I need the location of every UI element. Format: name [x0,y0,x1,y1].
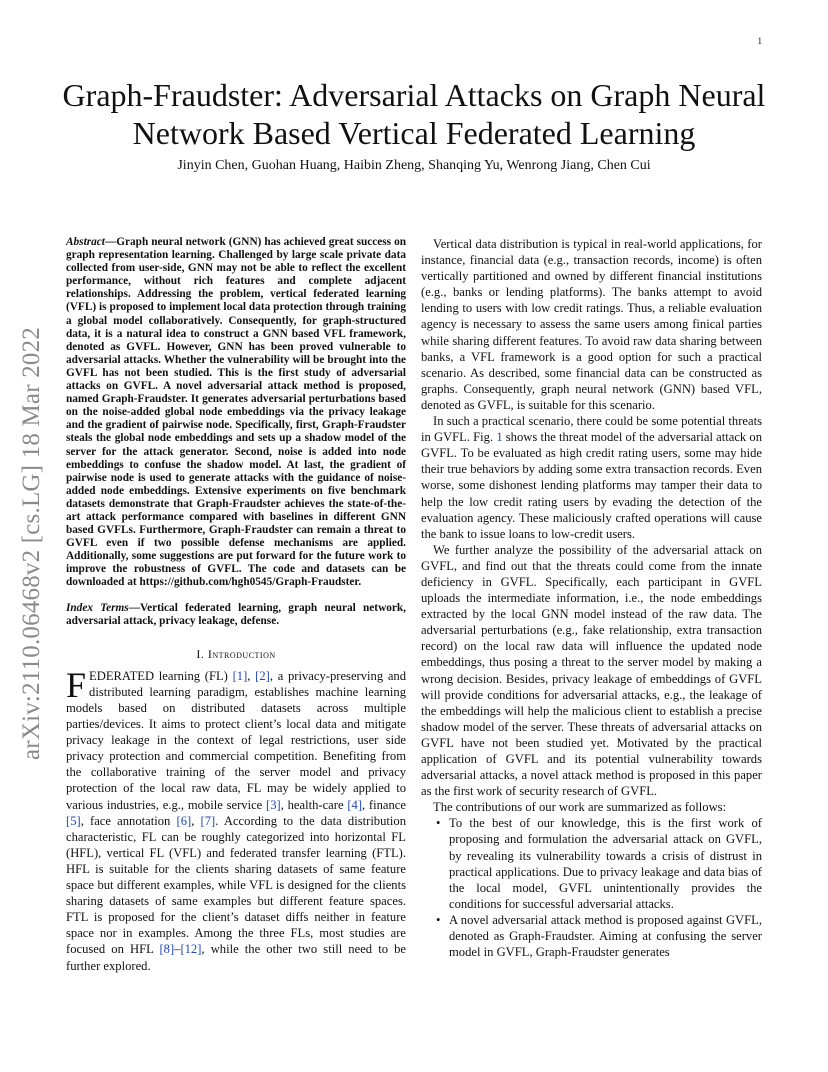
bullet-icon: • [436,912,441,927]
intro-paragraph-1 [66,664,407,974]
list-item [436,912,762,960]
author-list: Jinyin Chen, Guohan Huang, Haibin Zheng, Shanqing Yu, Wenrong Jiang, Chen Cui [177,158,651,173]
paper-title: Graph-Fraudster: Adversarial Attacks on Graph Neural Network Based Vertical Federated Learning [62,77,766,151]
intro-text: In such a practical scenario, there could be some potential threats in GVFL. Fig. [421,414,762,445]
abstract-text: Graph neural network (GNN) has achieved great success on graph representation learning. Challenged by large scale private data collected from user-side, GNN may not be able to reflect the excellent performance, without rich features and complete adjacent relationships. Addressing the problem, vertical federated learning (VFL) is proposed to implement local data protection through training a global model collaboratively. Consequently, for graph-structured data, it is a natural idea to construct a GNN based VFL framework, denoted as GVFL. However, GNN has been proved vulnerable to adversarial attacks. Whether the vulnerability will be brought into the GVFL has not been studied. This is the first study of adversarial attacks on GVFL. A novel adversarial attack method is proposed, named Graph-Fraudster. It generates adversarial perturbations based on the noise-added global node embeddings via the privacy leakage and the gradient of pairwise node. Specifically, first, Graph-Fraudster steals the global node embeddings and sets up a shadow model of the server for the attack generator. Second, noise is added into node embeddings to confuse the shadow model. At last, the gradient of pairwise node is used to generate attacks with the guidance of noise-added node embeddings. Extensive experiments on five benchmark datasets demonstrate that Graph-Fraudster achieves the state-of-the-art attack performance compared with baselines in different GNN based GVFLs. Furthermore, Graph-Fraudster can remain a threat to GVFL even if two possible defense mechanisms are applied. Additionally, some suggestions are put forward for the future work to improve the robustness of GVFL. The code and datasets can be downloaded at https://github.com/hgh0545/Graph-Fraudster. [66,236,406,589]
bullet-icon: • [436,816,441,831]
index-terms-text: Vertical federated learning, graph neural network, adversarial attack, privacy leakage, defense. [66,601,406,627]
intro-text: shows the threat model of the adversarial attack on GVFL. To be evaluated as high credit rating users, some may hide their true behaviors by adding some extra transaction records. Even worse, some dishonest lending platforms may tamper their data to help the low credit rating users by evading the detection of the evaluation agency. These maliciously crafted operations will cause the bank to issue loans to low-credit users. [421,430,762,541]
left-column [66,236,406,974]
citation-link[interactable]: [12] [180,942,202,957]
section-title: Introduction [207,646,276,661]
intro-text: . According to the data distribution characteristic, FL can be roughly categorized into horizontal FL (HFL), vertical FL (VFL) and federated transfer learning (FTL). HFL is suitable for the clients sharing datasets of same feature space but different examples, while VFL is designed for the clients sharing datasets of same examples but different feature spaces. FTL is proposed for the client’s dataset diffs neither in feature space nor in examples. Among the three FLs, most studies are focused on HFL [66,813,406,957]
citation-link[interactable]: [8] [159,942,175,957]
intro-text: , finance [362,797,406,812]
list-item-text: A novel adversarial attack method is proposed against GVFL, denoted as Graph-Fraudster. Aiming at confusing the server model in GVFL, Graph-Fraudster generates [449,912,762,960]
index-terms: Index Terms—Vertical federated learning, graph neural network, adversarial attack, privacy leakage, defense. [66,601,406,627]
section-number: I. [196,646,205,661]
intro-paragraph-2: Vertical data distribution is typical in real-world applications, for instance, financial data (e.g., transaction records, income) is often vertically partitioned and owned by different financial institutions (e.g., banks or lending platforms). The banks attempt to avoid lending to users with low credit ratings. Thus, a reliable evaluation agency is necessary to assess the same users among finical parties while sharing different features. To avoid raw data sharing between banks, a VFL framework is a good option for such a practical scenario. As described, some financial data can be constructed as graphs. Consequently, graph neural network (GNN) based VFL, denoted as GVFL, is suitable for this scenario. [421,237,762,412]
intro-paragraph-5: The contributions of our work are summarized as follows: [433,800,727,815]
section-heading-introduction [66,646,406,662]
citation-link[interactable]: [6] [176,813,192,828]
list-item-text: To the best of our knowledge, this is the first work of proposing and formulation the adversarial attack on GVFL, by revealing its vulnerability towards a crisis of distrust in practical applications. Due to privacy leakage and data bias of the local model, GVFL unintentionally provides the conditions for successful adversarial attacks. [449,816,762,911]
intro-text: , face annotation [80,813,177,828]
drop-cap: F [66,664,87,705]
intro-text: , a privacy-preserving and distributed learning paradigm, establishes machine learning models based on distributed datasets across multiple parties/devices. It aims to protect client’s local data and mitigate privacy leakage in the context of legal restrictions, user side privacy protection and commercial competition. Benefiting from the collaborative training of the server model and privacy protection of the local raw data, FL may be widely applied to various industries, e.g., mobile service [66,668,407,812]
contributions-list [421,815,762,960]
citation-link[interactable]: [1] [232,668,248,683]
page-number: 1 [757,36,762,46]
citation-link[interactable]: [3] [266,797,281,812]
citation-link[interactable]: [5] [66,813,81,828]
abstract-label: Abstract [66,236,105,248]
citation-link[interactable]: [7] [200,813,216,828]
intro-paragraph-3 [421,413,762,542]
citation-link[interactable]: [4] [347,797,363,812]
intro-text: – [174,942,181,957]
citation-link[interactable]: [2] [255,668,270,683]
intro-text: , [247,668,256,683]
intro-text: learning (FL) [154,668,233,683]
index-terms-label: Index Terms [66,601,129,614]
intro-text: , while the other two still need to be further explored. [66,942,407,973]
first-word-rest: EDERATED [89,668,155,683]
abstract: Abstract—Graph neural network (GNN) has achieved great success on graph representation learning. Challenged by large scale private data collected from user-side, GNN may not be able to reflect the excellent performance, without rich features and complete adjacent relationships. Addressing the problem, vertical federated learning (VFL) is proposed to implement local data protection through training a global model collaboratively. Consequently, for graph-structured data, it is a natural idea to construct a GNN based VFL framework, denoted as GVFL. However, GNN has been proved vulnerable to adversarial attacks. Whether the vulnerability will be brought into the GVFL has not been studied. This is the first study of adversarial attacks on GVFL. A novel adversarial attack method is proposed, named Graph-Fraudster. It generates adversarial perturbations based on the noise-added global node embeddings via the privacy leakage and the gradient of pairwise node. Specifically, first, Graph-Fraudster steals the global node embeddings and sets up a shadow model of the server for the attack generator. Second, noise is added into node embeddings to confuse the shadow model. At last, the gradient of pairwise node is used to generate attacks with the guidance of noise-added node embeddings. Extensive experiments on five benchmark datasets demonstrate that Graph-Fraudster achieves the state-of-the-art attack performance compared with baselines in different GNN based GVFLs. Furthermore, Graph-Fraudster can remain a threat to GVFL even if two possible defense mechanisms are applied. Additionally, some suggestions are put forward for the future work to improve the robustness of GVFL. The code and datasets can be downloaded at https://github.com/hgh0545/Graph-Fraudster. [66,236,406,589]
right-column [421,236,762,960]
figure-link[interactable]: 1 [496,430,503,445]
intro-paragraph-4: We further analyze the possibility of the adversarial attack on GVFL, and find out that the threats could come from the innate deficiency in GVFL. Specifically, each participant in GVFL uploads the intermediate information, i.e., the node embeddings extracted by the local GNN model instead of the raw data. The adversarial perturbations (e.g., fake relationship, extra transaction record) on the local raw data will influence the updated node embeddings, thus posing a threat to the server model by making a wrong decision. Besides, privacy leakage of embeddings of GVFL will provide conditions for adversarial attacks, e.g., the leakage of the embeddings will help the malicious client to establish a precise shadow model of the server. These threats of adversarial attacks on GVFL have not been studied yet. Motivated by the practical application of GVFL and its potential vulnerability towards adversarial attacks, a novel attack method is proposed in this paper as the first work of security research of GVFL. [421,542,762,799]
intro-text: , [191,813,201,828]
arxiv-identifier: arXiv:2110.06468v2 [cs.LG] 18 Mar 2022 [18,327,45,760]
intro-text: , health-care [280,797,348,812]
list-item [436,815,762,912]
